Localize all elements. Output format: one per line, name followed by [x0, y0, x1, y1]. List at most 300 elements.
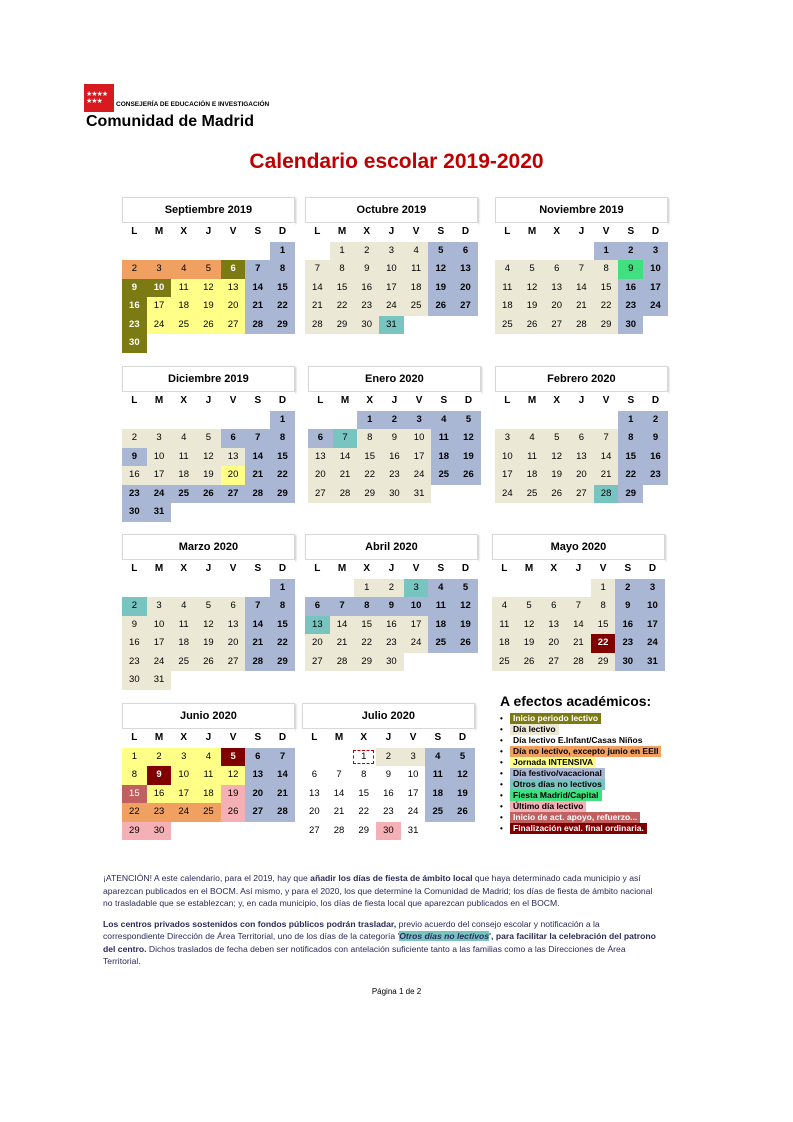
day-cell: 13 — [541, 616, 566, 635]
day-cell: 2 — [618, 242, 643, 261]
day-cell: 19 — [428, 279, 453, 298]
empty-cell — [544, 242, 569, 261]
organization-name: Comunidad de Madrid — [86, 113, 254, 130]
legend-label: Día lectivo E.Infant/Casas Niños — [510, 735, 645, 746]
day-cell: 28 — [305, 316, 330, 335]
day-cell: 7 — [245, 260, 270, 279]
day-cell: 6 — [245, 748, 270, 767]
day-cell: 6 — [305, 597, 330, 616]
day-cell: 23 — [618, 297, 643, 316]
month-7 — [122, 534, 295, 690]
empty-cell — [221, 411, 246, 430]
month-4 — [122, 366, 295, 522]
empty-cell — [221, 579, 246, 598]
day-cell: 22 — [270, 634, 295, 653]
empty-cell — [305, 242, 330, 261]
day-cell: 12 — [520, 279, 545, 298]
day-cell: 9 — [147, 766, 172, 785]
legend-item — [500, 779, 661, 790]
day-cell: 5 — [196, 597, 221, 616]
bullet-icon: • — [500, 824, 503, 833]
day-cell: 12 — [456, 429, 481, 448]
weekday-header: J — [569, 392, 594, 411]
day-cell: 22 — [594, 297, 619, 316]
notes — [103, 872, 663, 976]
day-cell: 20 — [245, 785, 270, 804]
day-cell: 1 — [270, 579, 295, 598]
page-title: Calendario escolar 2019-2020 — [249, 150, 544, 173]
empty-cell — [492, 579, 517, 598]
day-cell: 23 — [615, 634, 640, 653]
day-cell: 13 — [221, 616, 246, 635]
day-cell: 1 — [122, 748, 147, 767]
day-cell: 20 — [305, 634, 330, 653]
day-cell: 31 — [147, 671, 172, 690]
weekday-header: M — [520, 223, 545, 242]
day-cell: 30 — [147, 822, 172, 841]
day-cell: 11 — [428, 597, 453, 616]
day-cell: 17 — [147, 297, 172, 316]
day-cell: 24 — [147, 653, 172, 672]
day-cell: 27 — [308, 485, 333, 504]
day-cell: 6 — [308, 429, 333, 448]
day-cell: 6 — [541, 597, 566, 616]
day-cell: 30 — [382, 485, 407, 504]
weekday-header: S — [245, 223, 270, 242]
day-cell: 5 — [544, 429, 569, 448]
legend-label: Inicio periodo lectivo — [510, 713, 601, 724]
weekday-header: V — [404, 560, 429, 579]
day-cell: 30 — [618, 316, 643, 335]
legend-item — [500, 746, 661, 757]
weekday-header: J — [376, 729, 401, 748]
day-cell: 14 — [305, 279, 330, 298]
madrid-flag-logo: ★★★★ ★★★ — [84, 84, 114, 112]
empty-cell — [566, 579, 591, 598]
day-cell: 18 — [495, 297, 520, 316]
empty-cell — [245, 411, 270, 430]
day-cell: 17 — [495, 466, 520, 485]
day-cell: 20 — [541, 634, 566, 653]
month-title: Abril 2020 — [305, 534, 478, 560]
day-cell: 20 — [308, 466, 333, 485]
day-cell: 26 — [456, 466, 481, 485]
day-cell: 31 — [147, 503, 172, 522]
day-cell: 3 — [640, 579, 665, 598]
day-cell: 29 — [351, 822, 376, 841]
weekday-header: D — [453, 560, 478, 579]
day-cell: 28 — [566, 653, 591, 672]
weekday-header: M — [520, 392, 545, 411]
day-cell: 4 — [492, 597, 517, 616]
day-cell: 1 — [270, 242, 295, 261]
day-cell: 8 — [591, 597, 616, 616]
note-private-centers: Los centros privados sostenidos con fondos públicos podrán trasladar, previo acuerdo del consejo escolar y notificación a la correspondiente Dirección de Área Territorial, uno de los días de la categoría 'Otros días no lectivos', para facilitar la celebración del patrono del centro. Dichos traslados de fecha deben ser notificados con antelación suficiente tanto a las familias como a las Direcciones de Área Territorial. — [103, 918, 656, 966]
day-cell: 4 — [425, 748, 450, 767]
day-cell: 22 — [270, 297, 295, 316]
legend-label: Otros días no lectivos — [510, 779, 605, 790]
day-cell: 3 — [171, 748, 196, 767]
weekday-header: X — [544, 223, 569, 242]
day-cell: 7 — [245, 429, 270, 448]
day-cell: 5 — [450, 748, 475, 767]
bullet-icon: • — [500, 769, 503, 778]
weekday-header: L — [495, 392, 520, 411]
weekday-header: M — [147, 223, 172, 242]
weekday-header: X — [354, 560, 379, 579]
legend-item — [500, 724, 661, 735]
weekday-header: V — [594, 392, 619, 411]
day-cell: 16 — [122, 297, 147, 316]
month-title: Junio 2020 — [122, 703, 295, 729]
month-title: Mayo 2020 — [492, 534, 665, 560]
day-cell: 7 — [594, 429, 619, 448]
day-cell: 27 — [221, 653, 246, 672]
month-title: Septiembre 2019 — [122, 197, 295, 223]
day-cell: 11 — [404, 260, 429, 279]
weekday-header: X — [357, 392, 382, 411]
weekday-header: D — [270, 223, 295, 242]
day-cell: 1 — [357, 411, 382, 430]
weekday-header: X — [351, 729, 376, 748]
day-cell: 30 — [615, 653, 640, 672]
day-cell: 24 — [404, 634, 429, 653]
day-cell: 9 — [618, 260, 643, 279]
day-cell: 24 — [379, 297, 404, 316]
day-cell: 5 — [196, 260, 221, 279]
weekday-header: V — [221, 392, 246, 411]
day-cell: 6 — [302, 766, 327, 785]
weekday-header: V — [594, 223, 619, 242]
day-cell: 8 — [594, 260, 619, 279]
day-cell: 5 — [456, 411, 481, 430]
day-cell: 14 — [245, 448, 270, 467]
day-cell: 8 — [354, 597, 379, 616]
legend-label: Inicio de act. apoyo, refuerzo... — [510, 812, 640, 823]
day-cell: 4 — [171, 597, 196, 616]
weekday-header: D — [450, 729, 475, 748]
weekday-header: M — [327, 729, 352, 748]
empty-cell — [122, 242, 147, 261]
weekday-header: S — [245, 392, 270, 411]
day-cell: 11 — [425, 766, 450, 785]
day-cell: 12 — [517, 616, 542, 635]
day-cell: 3 — [401, 748, 426, 767]
weekday-header: X — [171, 392, 196, 411]
weekday-header: S — [618, 223, 643, 242]
weekday-header: D — [270, 392, 295, 411]
day-cell: 27 — [245, 803, 270, 822]
day-cell: 12 — [544, 448, 569, 467]
day-cell: 11 — [196, 766, 221, 785]
day-cell: 7 — [245, 597, 270, 616]
day-cell: 27 — [541, 653, 566, 672]
empty-cell — [495, 242, 520, 261]
empty-cell — [171, 242, 196, 261]
day-cell: 10 — [147, 448, 172, 467]
day-cell: 29 — [594, 316, 619, 335]
legend-label: Jornada INTENSIVA — [510, 757, 596, 768]
day-cell: 27 — [569, 485, 594, 504]
day-cell: 27 — [221, 316, 246, 335]
day-cell: 2 — [379, 579, 404, 598]
empty-cell — [122, 579, 147, 598]
day-cell: 2 — [354, 242, 379, 261]
day-cell: 30 — [122, 503, 147, 522]
day-cell: 8 — [122, 766, 147, 785]
day-cell: 15 — [351, 785, 376, 804]
bullet-icon: • — [500, 714, 503, 723]
day-cell: 22 — [270, 466, 295, 485]
empty-cell — [594, 411, 619, 430]
day-cell: 20 — [544, 297, 569, 316]
month-title: Marzo 2020 — [122, 534, 295, 560]
day-cell: 23 — [147, 803, 172, 822]
day-cell: 3 — [147, 429, 172, 448]
weekday-header: M — [147, 392, 172, 411]
day-cell: 12 — [196, 616, 221, 635]
day-cell: 13 — [569, 448, 594, 467]
department-name: CONSEJERÍA DE EDUCACIÓN E INVESTIGACIÓN — [116, 101, 270, 108]
weekday-header: L — [122, 223, 147, 242]
empty-cell — [122, 411, 147, 430]
day-cell: 7 — [330, 597, 355, 616]
empty-cell — [171, 411, 196, 430]
day-cell: 2 — [643, 411, 668, 430]
day-cell: 15 — [270, 448, 295, 467]
day-cell: 8 — [330, 260, 355, 279]
day-cell: 18 — [196, 785, 221, 804]
weekday-header: L — [122, 392, 147, 411]
day-cell: 17 — [147, 466, 172, 485]
legend-title: A efectos académicos: — [500, 693, 652, 709]
weekday-header: X — [354, 223, 379, 242]
day-cell: 2 — [122, 429, 147, 448]
day-cell: 7 — [270, 748, 295, 767]
day-cell: 24 — [643, 297, 668, 316]
empty-cell — [147, 242, 172, 261]
legend-item — [500, 823, 661, 834]
weekday-header: J — [196, 223, 221, 242]
day-cell: 7 — [566, 597, 591, 616]
empty-cell — [196, 579, 221, 598]
month-title: Octubre 2019 — [305, 197, 478, 223]
day-cell: 10 — [407, 429, 432, 448]
day-cell: 12 — [450, 766, 475, 785]
weekday-header: L — [495, 223, 520, 242]
day-cell: 5 — [196, 429, 221, 448]
day-cell: 14 — [327, 785, 352, 804]
day-cell: 1 — [270, 411, 295, 430]
day-cell: 28 — [270, 803, 295, 822]
empty-cell — [147, 411, 172, 430]
day-cell: 1 — [351, 748, 376, 767]
day-cell: 16 — [618, 279, 643, 298]
empty-cell — [196, 242, 221, 261]
day-cell: 9 — [376, 766, 401, 785]
month-2 — [305, 197, 478, 334]
day-cell: 15 — [591, 616, 616, 635]
month-title: Enero 2020 — [308, 366, 481, 392]
day-cell: 2 — [382, 411, 407, 430]
legend-label: Día no lectivo, excepto junio en EEII — [510, 746, 661, 757]
day-cell: 5 — [517, 597, 542, 616]
day-cell: 8 — [351, 766, 376, 785]
day-cell: 25 — [171, 653, 196, 672]
day-cell: 20 — [221, 466, 246, 485]
day-cell: 10 — [171, 766, 196, 785]
day-cell: 24 — [147, 485, 172, 504]
empty-cell — [308, 411, 333, 430]
empty-cell — [330, 579, 355, 598]
day-cell: 8 — [270, 597, 295, 616]
day-cell: 3 — [147, 260, 172, 279]
day-cell: 21 — [305, 297, 330, 316]
legend-item — [500, 790, 661, 801]
legend-item — [500, 812, 661, 823]
day-cell: 16 — [354, 279, 379, 298]
month-title: Diciembre 2019 — [122, 366, 295, 392]
day-cell: 22 — [330, 297, 355, 316]
day-cell: 25 — [431, 466, 456, 485]
legend-item — [500, 801, 661, 812]
day-cell: 28 — [594, 485, 619, 504]
day-cell: 12 — [453, 597, 478, 616]
weekday-header: D — [270, 729, 295, 748]
day-cell: 27 — [544, 316, 569, 335]
weekday-header: L — [305, 560, 330, 579]
month-8 — [305, 534, 478, 671]
day-cell: 29 — [591, 653, 616, 672]
empty-cell — [517, 579, 542, 598]
day-cell: 4 — [171, 260, 196, 279]
day-cell: 22 — [591, 634, 616, 653]
weekday-header: L — [302, 729, 327, 748]
day-cell: 12 — [196, 279, 221, 298]
day-cell: 31 — [407, 485, 432, 504]
empty-cell — [520, 242, 545, 261]
day-cell: 22 — [618, 466, 643, 485]
day-cell: 28 — [333, 485, 358, 504]
day-cell: 26 — [544, 485, 569, 504]
day-cell: 29 — [354, 653, 379, 672]
weekday-header: D — [640, 560, 665, 579]
day-cell: 26 — [196, 653, 221, 672]
day-cell: 20 — [221, 297, 246, 316]
day-cell: 26 — [453, 634, 478, 653]
day-cell: 18 — [520, 466, 545, 485]
day-cell: 19 — [520, 297, 545, 316]
day-cell: 4 — [431, 411, 456, 430]
day-cell: 31 — [401, 822, 426, 841]
day-cell: 10 — [495, 448, 520, 467]
day-cell: 12 — [196, 448, 221, 467]
day-cell: 9 — [382, 429, 407, 448]
day-cell: 22 — [357, 466, 382, 485]
day-cell: 31 — [640, 653, 665, 672]
bullet-icon: • — [500, 780, 503, 789]
day-cell: 28 — [245, 485, 270, 504]
day-cell: 28 — [330, 653, 355, 672]
month-1 — [122, 197, 295, 353]
day-cell: 20 — [453, 279, 478, 298]
weekday-header: V — [591, 560, 616, 579]
day-cell: 10 — [401, 766, 426, 785]
day-cell: 7 — [569, 260, 594, 279]
weekday-header: S — [615, 560, 640, 579]
weekday-header: J — [379, 223, 404, 242]
day-cell: 8 — [270, 429, 295, 448]
month-10 — [122, 703, 295, 840]
weekday-header: S — [425, 729, 450, 748]
day-cell: 15 — [122, 785, 147, 804]
day-cell: 16 — [122, 634, 147, 653]
day-cell: 9 — [354, 260, 379, 279]
day-cell: 23 — [122, 485, 147, 504]
day-cell: 13 — [305, 616, 330, 635]
day-cell: 18 — [404, 279, 429, 298]
day-cell: 20 — [302, 803, 327, 822]
day-cell: 14 — [330, 616, 355, 635]
day-cell: 26 — [517, 653, 542, 672]
day-cell: 17 — [171, 785, 196, 804]
day-cell: 11 — [171, 279, 196, 298]
day-cell: 9 — [379, 597, 404, 616]
empty-cell — [302, 748, 327, 767]
day-cell: 21 — [566, 634, 591, 653]
empty-cell — [245, 242, 270, 261]
weekday-header: D — [453, 223, 478, 242]
bullet-icon: • — [500, 736, 503, 745]
day-cell: 21 — [569, 297, 594, 316]
day-cell: 17 — [404, 616, 429, 635]
day-cell: 25 — [171, 485, 196, 504]
month-title: Julio 2020 — [302, 703, 475, 729]
weekday-header: V — [401, 729, 426, 748]
weekday-header: D — [643, 392, 668, 411]
day-cell: 8 — [618, 429, 643, 448]
day-cell: 24 — [147, 316, 172, 335]
day-cell: 30 — [379, 653, 404, 672]
day-cell: 3 — [404, 579, 429, 598]
day-cell: 24 — [401, 803, 426, 822]
day-cell: 4 — [495, 260, 520, 279]
weekday-header: L — [122, 729, 147, 748]
weekday-header: V — [221, 223, 246, 242]
day-cell: 4 — [404, 242, 429, 261]
day-cell: 15 — [357, 448, 382, 467]
day-cell: 22 — [122, 803, 147, 822]
day-cell: 23 — [382, 466, 407, 485]
day-cell: 21 — [333, 466, 358, 485]
day-cell: 17 — [640, 616, 665, 635]
bullet-icon: • — [500, 747, 503, 756]
day-cell: 3 — [147, 597, 172, 616]
weekday-header: M — [330, 223, 355, 242]
day-cell: 25 — [196, 803, 221, 822]
day-cell: 27 — [453, 297, 478, 316]
weekday-header: D — [643, 223, 668, 242]
day-cell: 5 — [221, 748, 246, 767]
weekday-header: J — [196, 729, 221, 748]
day-cell: 10 — [404, 597, 429, 616]
weekday-header: V — [221, 729, 246, 748]
empty-cell — [171, 579, 196, 598]
legend-label: Finalización eval. final ordinaria. — [510, 823, 647, 834]
day-cell: 30 — [122, 671, 147, 690]
weekday-header: X — [171, 223, 196, 242]
day-cell: 17 — [147, 634, 172, 653]
